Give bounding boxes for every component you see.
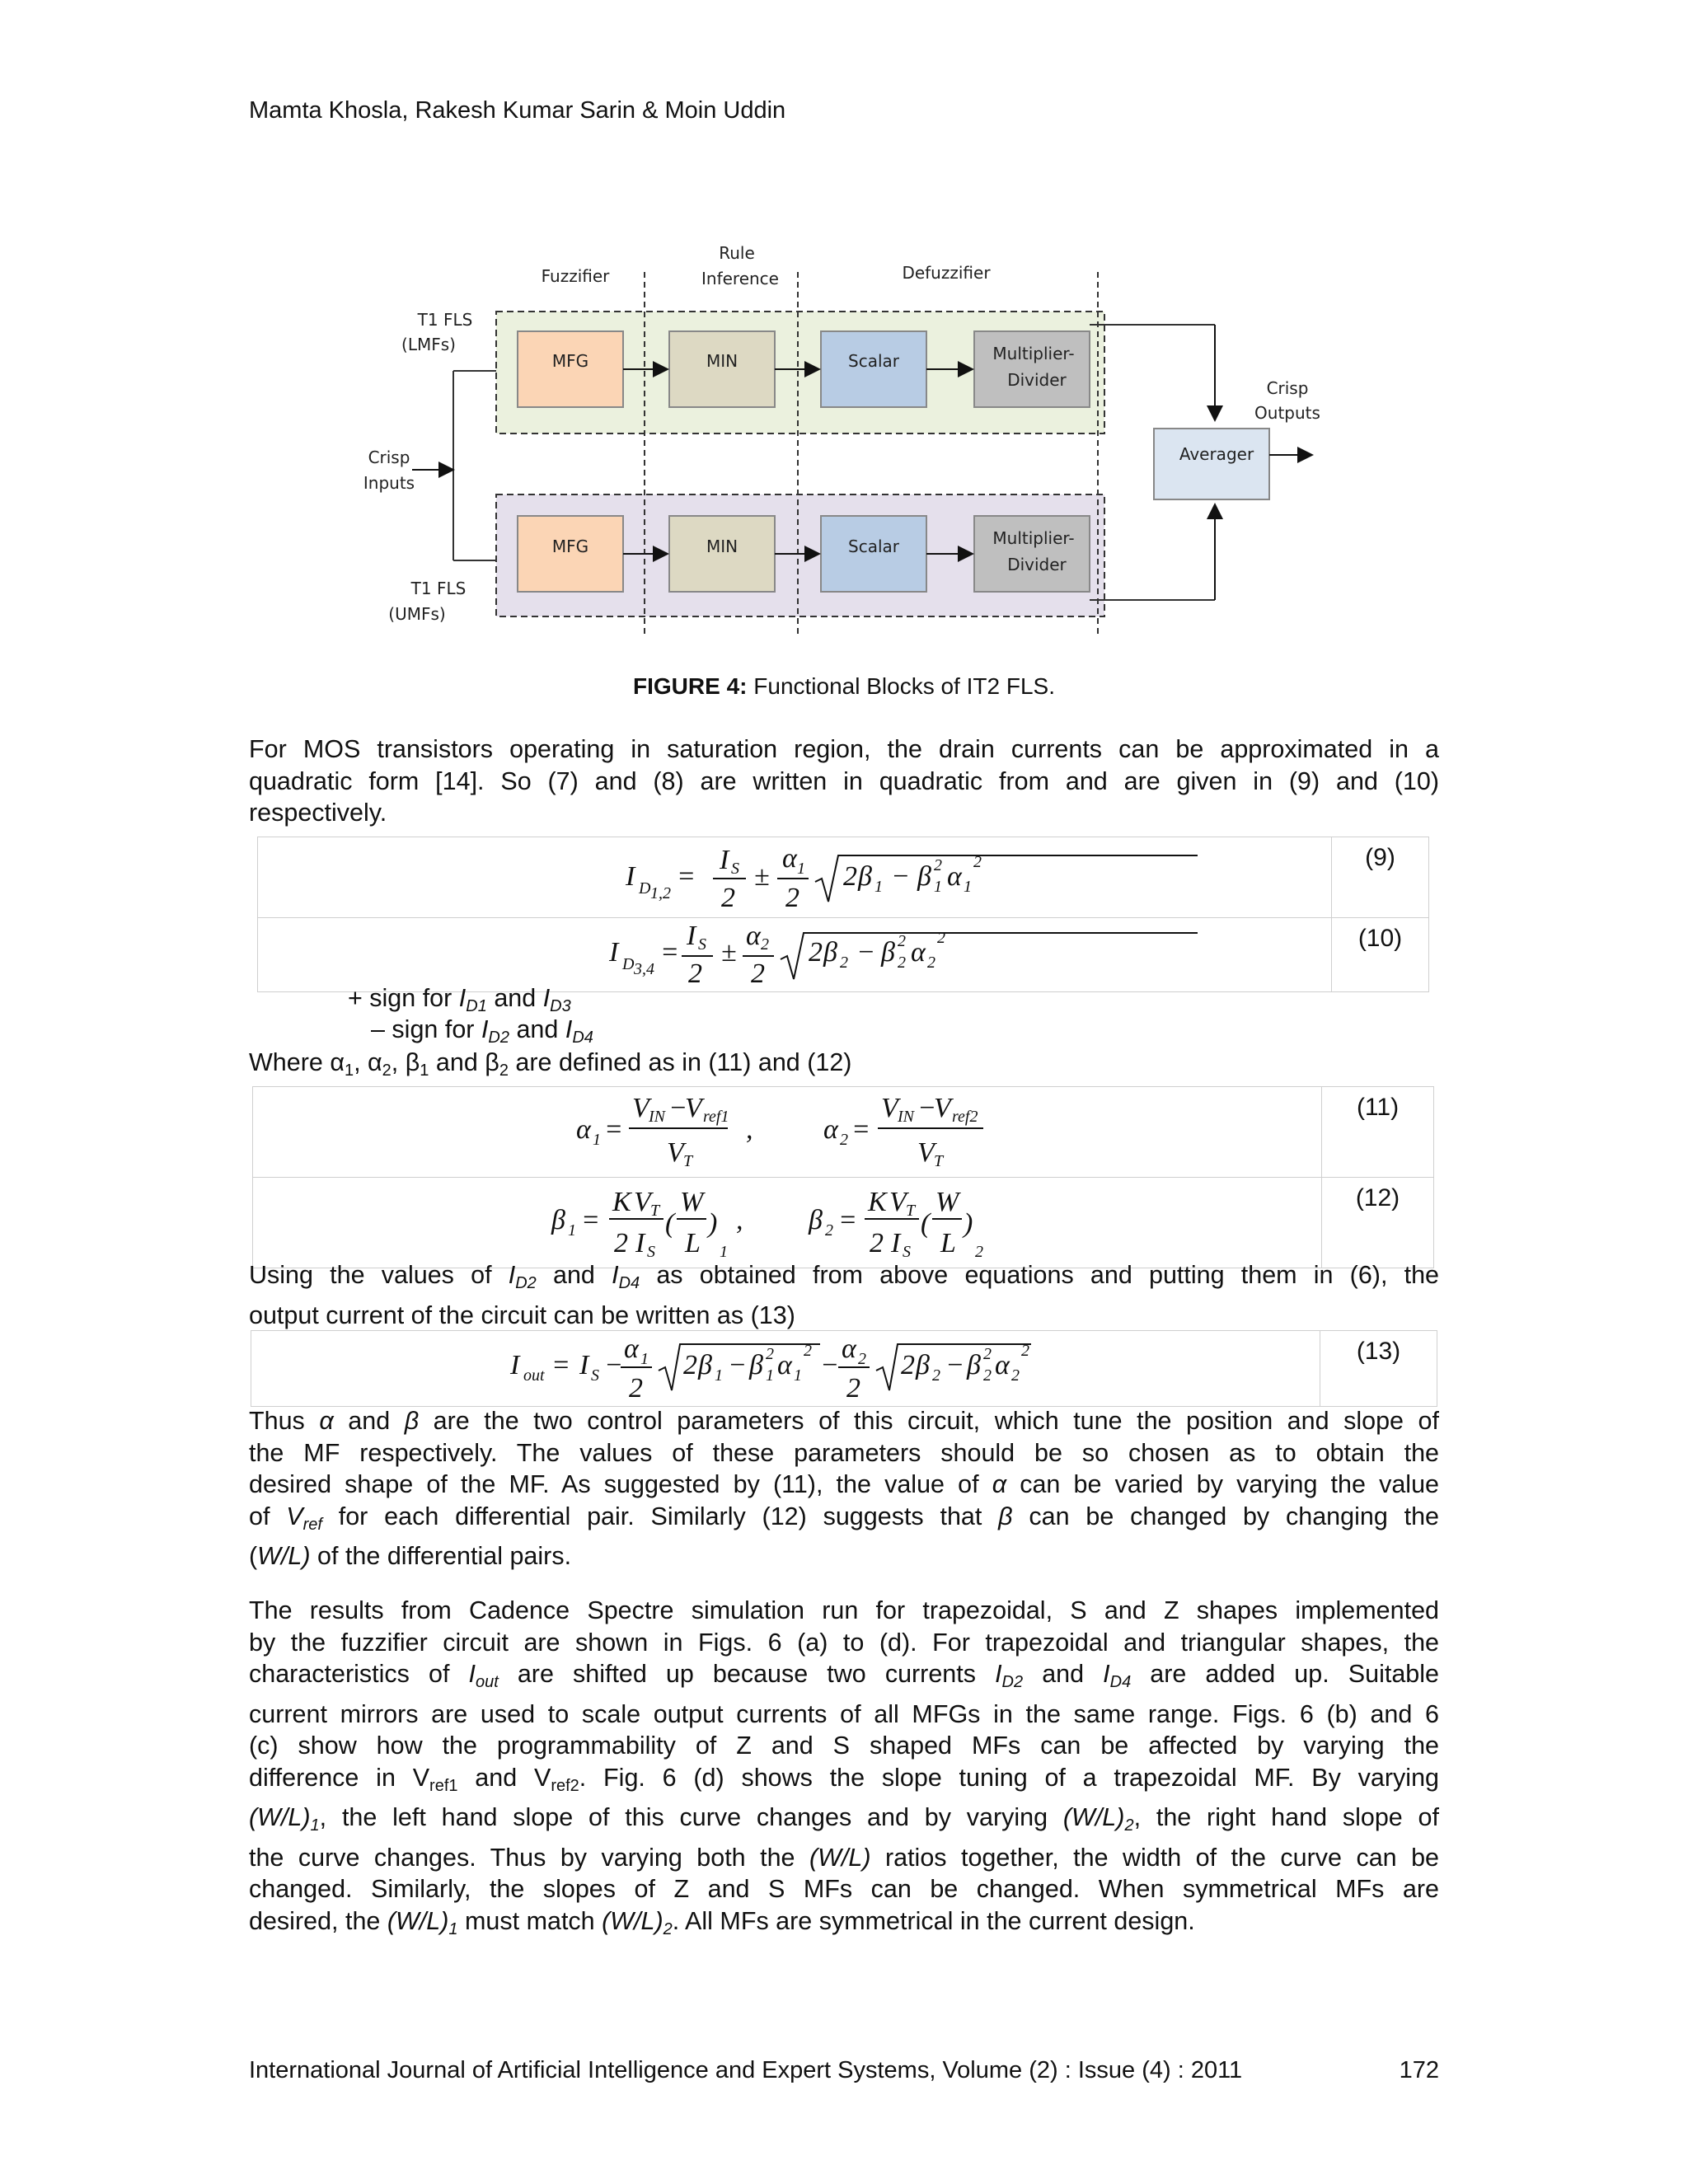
sub-1: 1: [310, 1816, 320, 1835]
svg-text:−: −: [891, 861, 910, 892]
svg-text:β: β: [823, 937, 837, 968]
sub-d1: D1: [466, 997, 487, 1015]
svg-text:V: V: [889, 1187, 907, 1217]
sign-plus-line: + sign for $I_{D1}$ and $I_{D3}$: [348, 984, 571, 1015]
svg-text:V: V: [667, 1137, 684, 1168]
text-line: The results from Cadence Spectre simulation run for trapezoidal, S and Z shapes implemented: [249, 1596, 1439, 1624]
svg-text:S: S: [698, 935, 706, 954]
text-span: of: [249, 1502, 287, 1530]
text-span: as obtained from above equations and putting them in (6), the: [640, 1261, 1440, 1289]
text-line: quadratic form [14]. So (7) and (8) are written in quadratic from and are given in (9) and (10): [249, 766, 1439, 795]
equation-10-cell: [258, 918, 1332, 992]
label-inputs-2: Inputs: [363, 473, 415, 493]
svg-text:2: 2: [809, 937, 823, 968]
text-span: are added up. Suitable: [1131, 1660, 1439, 1688]
svg-text:1: 1: [720, 1243, 728, 1261]
svg-text:±: ±: [721, 937, 737, 968]
and-text: and: [429, 1048, 485, 1076]
text-line: [249, 1405, 1439, 1437]
svg-text:1: 1: [593, 1131, 601, 1149]
text-span: ratios together, the width of the curve can be: [870, 1843, 1439, 1872]
text-line: [249, 1842, 1439, 1874]
sub-1: 1: [448, 1919, 458, 1938]
svg-text:I: I: [635, 1228, 645, 1258]
equation-12-number: (12): [1322, 1178, 1434, 1268]
text-span: Thus: [249, 1407, 320, 1435]
svg-text:I: I: [609, 937, 619, 968]
text-line: [249, 1905, 1439, 1946]
text-span: , the left hand slope of this curve changes and by varying: [319, 1803, 1063, 1831]
svg-text:2: 2: [688, 958, 702, 987]
svg-text:(: (: [665, 1208, 675, 1239]
text-span: and: [333, 1407, 405, 1435]
svg-text:(: (: [921, 1208, 931, 1239]
svg-text:1: 1: [934, 878, 942, 896]
equation-table-11-12: [252, 1086, 1434, 1268]
svg-text:V: V: [917, 1137, 935, 1168]
equation-11: [253, 1087, 1321, 1173]
svg-text:I: I: [579, 1350, 589, 1380]
text-line: (c) show how the programmability of Z and S shaped MFs can be affected by varying the: [249, 1732, 1439, 1760]
alpha-symbol: α: [992, 1470, 1007, 1498]
wl-text: (W/L): [602, 1906, 663, 1935]
beta-symbol: β: [998, 1502, 1013, 1530]
caption-text: Functional Blocks of IT2 FLS.: [747, 673, 1055, 699]
svg-text:α: α: [746, 921, 761, 951]
svg-text:2: 2: [983, 1345, 992, 1363]
svg-text:β: β: [881, 937, 895, 968]
mfg-label-lower: MFG: [551, 537, 589, 556]
svg-text:T: T: [906, 1202, 916, 1220]
svg-text:=: =: [660, 937, 679, 968]
block-diagram-svg: [346, 239, 1401, 651]
svg-text:3,4: 3,4: [634, 960, 654, 978]
label-inputs-1: Crisp: [368, 448, 410, 467]
text-span: and V: [457, 1763, 551, 1792]
svg-text:W: W: [935, 1187, 959, 1217]
sign-minus-text: – sign for: [371, 1015, 481, 1043]
svg-text:±: ±: [754, 861, 770, 892]
svg-text:W: W: [680, 1187, 704, 1217]
svg-text:V: V: [685, 1093, 702, 1123]
svg-text:−: −: [604, 1350, 623, 1380]
beta-symbol: β: [405, 1048, 420, 1076]
svg-text:−: −: [668, 1093, 687, 1123]
and-text: and: [509, 1015, 565, 1043]
svg-text:S: S: [903, 1243, 911, 1261]
text-line: changed. Similarly, the slopes of Z and S MFs can be changed. When symmetrical MFs are: [249, 1875, 1439, 1903]
paragraph-intro: [249, 733, 1439, 829]
equation-12: [253, 1178, 1321, 1263]
svg-text:2: 2: [840, 954, 848, 972]
svg-text:α: α: [576, 1114, 591, 1145]
text-line: characteristics of $I_{out}$ are shifted up because two currents $I_{D2}$ and $I_{D4}$ are added up. Suitable: [249, 1660, 1439, 1691]
beta-symbol: β: [485, 1048, 499, 1076]
text-span: difference in V: [249, 1763, 430, 1792]
equation-10-number: (10): [1332, 918, 1429, 992]
svg-text:2: 2: [858, 1350, 866, 1368]
and-text: and: [486, 984, 543, 1012]
sub-ref1: ref1: [429, 1776, 458, 1795]
svg-text:1: 1: [874, 878, 883, 896]
equation-13-number: (13): [1320, 1331, 1437, 1407]
svg-text:2: 2: [751, 958, 765, 987]
text-span: the curve changes. Thus by varying both the: [249, 1843, 809, 1872]
svg-text:): ): [708, 1208, 718, 1239]
svg-text:2: 2: [898, 932, 906, 950]
svg-text:2: 2: [975, 1243, 983, 1261]
wl-text: (W/L): [387, 1906, 449, 1935]
paragraph-using: [249, 1259, 1439, 1331]
equation-10: [258, 918, 1331, 987]
svg-text:2: 2: [629, 1373, 643, 1402]
svg-text:T: T: [650, 1202, 660, 1220]
text-line: [249, 1802, 1439, 1842]
sub-d2: D2: [1001, 1673, 1024, 1691]
text-line: [249, 1540, 1439, 1572]
svg-text:L: L: [940, 1228, 956, 1258]
text-span: must match: [457, 1906, 603, 1935]
svg-text:T: T: [934, 1152, 944, 1170]
svg-text:α: α: [777, 1350, 792, 1380]
label-inference: Inference: [701, 269, 779, 288]
label-defuzzifier: Defuzzifier: [902, 263, 991, 283]
averager-block: [1154, 429, 1269, 499]
svg-text:1: 1: [766, 1366, 774, 1385]
alpha-symbol: α: [330, 1048, 345, 1076]
wl-text: W/L): [257, 1542, 311, 1570]
svg-text:1: 1: [794, 1366, 802, 1385]
svg-text:2: 2: [761, 935, 769, 954]
svg-text:=: =: [581, 1205, 600, 1235]
text-span: of the differential pairs.: [310, 1542, 572, 1570]
text-line: [249, 1762, 1439, 1802]
svg-text:K: K: [612, 1187, 631, 1217]
svg-text:IN: IN: [898, 1108, 914, 1126]
where-line: [249, 1048, 851, 1080]
svg-text:ref1: ref1: [703, 1108, 729, 1126]
mult-label-lower-2: Divider: [1007, 555, 1067, 574]
svg-text:I: I: [720, 845, 729, 875]
text-span: are the two control parameters of this circuit, which tune the position and slope of: [419, 1407, 1439, 1435]
svg-text:−: −: [856, 937, 875, 968]
svg-text:2: 2: [766, 1345, 774, 1363]
svg-text:2: 2: [843, 861, 857, 892]
svg-text:=: =: [677, 861, 696, 892]
text-span: , the right hand slope of: [1133, 1803, 1439, 1831]
svg-text:V: V: [934, 1093, 951, 1123]
svg-text:α: α: [842, 1333, 856, 1364]
svg-text:=: =: [604, 1114, 623, 1145]
svg-text:S: S: [591, 1366, 599, 1385]
svg-text:V: V: [632, 1093, 649, 1123]
svg-text:2: 2: [614, 1228, 628, 1258]
sub-d2: D2: [515, 1274, 537, 1292]
svg-text:I: I: [510, 1350, 520, 1380]
svg-text:1: 1: [964, 878, 972, 896]
text-span: desired shape of the MF. As suggested by (11), the value of: [249, 1470, 992, 1498]
svg-text:=: =: [838, 1205, 857, 1235]
label-umf-2: (UMFs): [388, 604, 446, 624]
svg-text:α: α: [823, 1114, 838, 1145]
svg-text:=: =: [851, 1114, 870, 1145]
equation-table-9-10: [257, 837, 1429, 992]
svg-text:I: I: [891, 1228, 901, 1258]
sub-d2: D2: [488, 1029, 509, 1047]
alpha-symbol: α: [368, 1048, 382, 1076]
svg-text:−: −: [945, 1350, 964, 1380]
sub-d3: D3: [550, 997, 571, 1015]
sub-2: 2: [382, 1062, 392, 1080]
text-span: and: [536, 1261, 612, 1289]
svg-text:=: =: [551, 1350, 570, 1380]
label-umf-1: T1 FLS: [410, 579, 467, 598]
equation-13: [251, 1331, 1320, 1402]
svg-text:β: β: [917, 861, 931, 892]
svg-text:α: α: [947, 861, 962, 892]
svg-text:D: D: [622, 955, 635, 973]
svg-text:2: 2: [898, 954, 906, 972]
sub-1: 1: [344, 1062, 354, 1080]
svg-text:IN: IN: [649, 1108, 665, 1126]
svg-text:−: −: [728, 1350, 747, 1380]
svg-text:2: 2: [932, 1366, 940, 1385]
label-outputs-2: Outputs: [1254, 403, 1320, 423]
equation-9-number: (9): [1332, 837, 1429, 918]
svg-text:V: V: [881, 1093, 898, 1123]
sub-d4: D4: [618, 1274, 640, 1292]
svg-text:,: ,: [746, 1114, 753, 1145]
text-span: and: [1023, 1660, 1104, 1688]
svg-text:α: α: [911, 937, 926, 968]
svg-text:D: D: [639, 879, 651, 898]
svg-text:β: β: [749, 1350, 763, 1380]
paragraph-results: [249, 1595, 1439, 1945]
beta-symbol: β: [404, 1407, 420, 1435]
svg-text:out: out: [523, 1366, 545, 1385]
text-span: are shifted up because two currents: [498, 1660, 996, 1688]
svg-text:2: 2: [785, 883, 799, 913]
i-symbol: I: [468, 1660, 476, 1688]
svg-text:α: α: [995, 1350, 1010, 1380]
svg-text:α: α: [782, 843, 797, 874]
svg-text:2: 2: [825, 1221, 833, 1240]
label-lmf-2: (LMFs): [401, 335, 456, 354]
text-line: respectively.: [249, 799, 387, 827]
sub-2: 2: [1124, 1816, 1134, 1835]
svg-text:2: 2: [840, 1131, 848, 1149]
svg-text:2: 2: [927, 954, 935, 972]
sub-1: 1: [420, 1062, 429, 1080]
min-label-lower: MIN: [706, 537, 738, 556]
text-span: can be varied by varying the value: [1006, 1470, 1439, 1498]
comma: ,: [391, 1048, 406, 1076]
svg-text:β: β: [551, 1205, 565, 1235]
wl-text: (W/L): [809, 1843, 871, 1872]
text-line: output current of the circuit can be written as (13): [249, 1301, 795, 1329]
text-span: can be changed by changing the: [1012, 1502, 1439, 1530]
svg-text:β: β: [698, 1350, 712, 1380]
mult-label-upper-2: Divider: [1007, 370, 1067, 390]
sub-out: out: [475, 1673, 499, 1691]
svg-text:2: 2: [934, 856, 942, 874]
alpha-symbol: α: [319, 1407, 334, 1435]
caption-label: FIGURE 4:: [633, 673, 748, 699]
mult-label-upper-1: Multiplier-: [992, 344, 1075, 363]
text-line: [249, 1501, 1439, 1541]
svg-text:): ): [964, 1208, 973, 1239]
page-header: Mamta Khosla, Rakesh Kumar Sarin & Moin Uddin: [249, 97, 786, 124]
equation-table-13: [251, 1330, 1437, 1407]
svg-text:2: 2: [804, 1342, 812, 1360]
text-line: the MF respectively. The values of these parameters should be so chosen as to obtain the: [249, 1438, 1439, 1467]
min-label-upper: MIN: [706, 351, 738, 371]
averager-label: Averager: [1179, 444, 1254, 464]
mult-block-lower: [974, 516, 1090, 592]
svg-text:2: 2: [1011, 1366, 1020, 1385]
text-span: . Fig. 6 (d) shows the slope tuning of a trapezoidal MF. By varying: [579, 1763, 1439, 1792]
paragraph-thus: [249, 1405, 1439, 1572]
text-span: characteristics of: [249, 1660, 469, 1688]
sub-2: 2: [499, 1062, 509, 1080]
text-span: . All MFs are symmetrical in the current design.: [672, 1906, 1195, 1935]
equation-11-cell: [253, 1087, 1322, 1178]
sign-minus-line: – sign for $I_{D2}$ and $I_{D4}$: [371, 1015, 593, 1047]
text-line: by the fuzzifier circuit are shown in Figs. 6 (a) to (d). For trapezoidal and triangular shapes, the: [249, 1628, 1439, 1657]
svg-text:2: 2: [870, 1228, 884, 1258]
svg-text:2: 2: [901, 1350, 915, 1380]
svg-text:S: S: [731, 860, 739, 878]
text-line: For MOS transistors operating in saturation region, the drain currents can be approximated in a: [249, 735, 1439, 763]
where-tail: are defined as in (11) and (12): [508, 1048, 852, 1076]
svg-text:S: S: [647, 1243, 655, 1261]
label-fuzzifier: Fuzzifier: [541, 266, 610, 286]
scalar-label-upper: Scalar: [848, 351, 899, 371]
svg-text:I: I: [687, 921, 696, 951]
scalar-label-lower: Scalar: [848, 537, 899, 556]
svg-text:2: 2: [983, 1366, 992, 1385]
svg-text:−: −: [820, 1350, 839, 1380]
sub-ref2: ref2: [551, 1776, 579, 1795]
svg-text:1: 1: [715, 1366, 723, 1385]
svg-text:β: β: [809, 1205, 823, 1235]
label-lmf-1: T1 FLS: [417, 310, 473, 330]
text-line: current mirrors are used to scale output currents of all MFGs in the same range. Figs. 6 (b) and 6: [249, 1699, 1439, 1728]
svg-text:T: T: [683, 1152, 693, 1170]
equation-9: [258, 837, 1331, 913]
svg-text:1: 1: [797, 860, 805, 878]
text-span: (: [249, 1542, 258, 1570]
sub-ref: ref: [302, 1515, 322, 1534]
svg-text:1: 1: [640, 1350, 649, 1368]
svg-text:L: L: [685, 1228, 701, 1258]
journal-citation: International Journal of Artificial Intelligence and Expert Systems, Volume (2) : Issue (4) : 2011: [249, 2057, 1243, 2083]
svg-text:,: ,: [736, 1205, 743, 1235]
equation-9-cell: [258, 837, 1332, 918]
equation-12-cell: [253, 1178, 1322, 1268]
svg-text:β: β: [916, 1350, 930, 1380]
svg-text:1: 1: [568, 1221, 576, 1240]
figure-4-diagram: [346, 239, 1401, 651]
svg-text:V: V: [634, 1187, 651, 1217]
v-symbol: V: [286, 1502, 303, 1530]
mfg-label-upper: MFG: [551, 351, 589, 371]
svg-text:2: 2: [846, 1373, 860, 1402]
wl-text: (W/L): [1062, 1803, 1125, 1831]
sub-d4: D4: [572, 1029, 593, 1047]
figure-caption: [0, 673, 1688, 700]
sub-d4: D4: [1109, 1673, 1132, 1691]
where-text: Where: [249, 1048, 331, 1076]
text-line: Using the values of $I_{D2}$ and $I_{D4}$ as obtained from above equations and putting them in (6), the: [249, 1261, 1440, 1292]
sub-2: 2: [663, 1919, 673, 1938]
svg-text:2: 2: [1021, 1342, 1029, 1360]
sign-plus-text: + sign for: [348, 984, 459, 1012]
text-span: desired, the: [249, 1906, 387, 1935]
text-span: for each differential pair. Similarly (12) suggests that: [321, 1502, 999, 1530]
page-number: 172: [1399, 2057, 1439, 2083]
mult-block-upper: [974, 331, 1090, 407]
equation-13-cell: [251, 1331, 1320, 1407]
svg-text:2: 2: [973, 853, 982, 871]
comma: ,: [354, 1048, 368, 1076]
text-span: Using the values of: [249, 1261, 509, 1289]
svg-text:2: 2: [937, 929, 945, 947]
wl-text: (W/L): [249, 1803, 311, 1831]
svg-text:K: K: [868, 1187, 887, 1217]
svg-text:2: 2: [721, 883, 735, 913]
svg-text:β: β: [858, 861, 872, 892]
svg-text:ref2: ref2: [952, 1108, 978, 1126]
text-line: [249, 1469, 1439, 1501]
svg-text:β: β: [967, 1350, 981, 1380]
svg-text:−: −: [917, 1093, 936, 1123]
mult-label-lower-1: Multiplier-: [992, 528, 1075, 548]
svg-text:2: 2: [683, 1350, 697, 1380]
label-outputs-1: Crisp: [1266, 378, 1309, 398]
svg-text:I: I: [626, 861, 635, 892]
page-footer: [249, 2057, 1439, 2084]
svg-text:1,2: 1,2: [650, 884, 671, 902]
svg-text:α: α: [624, 1333, 639, 1364]
equation-11-number: (11): [1322, 1087, 1434, 1178]
label-rule: Rule: [719, 243, 755, 263]
